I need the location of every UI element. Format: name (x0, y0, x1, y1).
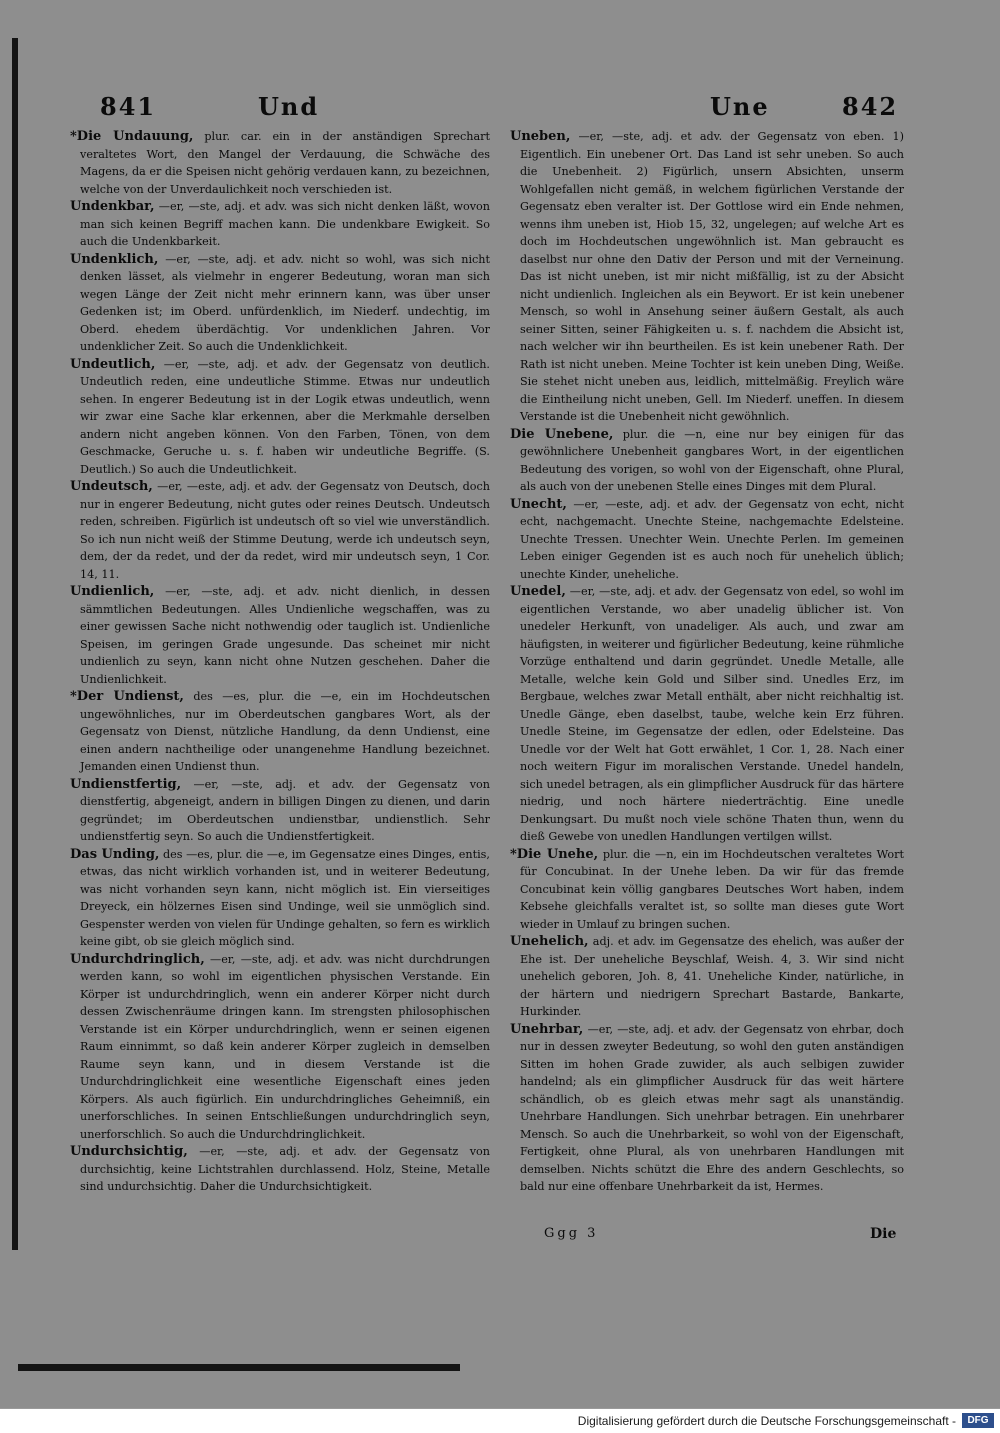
entry-text: —er, —ste, adj. et adv. was nicht durchdrungen werden kann, so wohl im eigentlichen physischen Verstande. Ein Körper ist undurchdringlich, wenn ein anderer Körper nicht durch dessen Zwischenräume dringen kann. Im strengsten philosophischen Verstande ist ein Körper undurchdringlich, wenn er seinen eigenen Raum einnimmt, so daß kein anderer Körper zugleich in demselben Raume seyn kann, und in diesem Verstande ist die Undurchdringlichkeit eine wesentliche Eigenschaft eines jeden Körpers. Als auch figürlich. Ein undurchdringliches Geheimniß, ein unerforschliches. In seinen Entschließungen undurchdringlich seyn, unerforschlich. So auch die Undurchdringlichkeit. (80, 952, 490, 1141)
entry-headword: Undienlich, (70, 584, 155, 599)
entry-text: —er, —este, adj. et adv. der Gegensatz von echt, nicht echt, nachgemacht. Unechte Steine, nachgemachte Edelsteine. Unechte Tressen. Unechter Wein. Unechte Perlen. Im gemeinen Leben einiger Gegenden ist es auch noch für unehelich üblich; unechte Kinder, uneheliche. (520, 497, 904, 581)
entry-text: —er, —ste, adj. et adv. der Gegensatz von deutlich. Undeutlich reden, eine undeutliche Stimme. Etwas nur undeutlich sehen. In engerer Bedeutung ist in der Logik etwas undeutlich, wenn wir zwar eine Sache klar erkennen, aber die Merkmahle derselben andern nicht angeben können. Von den Farben, Tönen, von dem Geschmacke, Geruche u. s. f. haben wir undeutliche Begriffe. (S. Deutlich.) So auch die Undeutlichkeit. (80, 357, 490, 476)
entry-headword: *Die Undauung, (70, 129, 194, 144)
entry-text: —er, —ste, adj. et adv. der Gegensatz von edel, so wohl im eigentlichen Verstande, wo aber unadelig üblicher ist. Von unedeler Herkunft, von unadeliger. Als auch, und zwar am häufigsten, in weiterer und figürlicher Bedeutung, keine rühmliche Vorzüge enthaltend und darin gegründet. Unedle Metalle, alle Metalle, welche kein Gold und Silber sind. Unedles Erz, im Bergbaue, welches zwar Metall enthält, aber nicht reichhaltig ist. Unedle Gänge, eben daselbst, taube, welche kein Erz führen. Unedle Steine, im Gegensatze der edlen, oder Edelsteine. Das Unedle vor der Welt hat Gott erwählet, 1 Cor. 1, 28. Nach einer noch weitern Figur im moralischen Verstande. Unedel handeln, sich unedel betragen, als ein glimpflicher Ausdruck für das härtere niedrig, und noch härtere niederträchtig. Eine unedle Denkungsart. Du mußt noch viele schöne Thaten thun, wenn du dieß Gewebe von unedlen Handlungen vertilgen willst. (520, 585, 904, 843)
page-number-left: 841 (100, 92, 157, 121)
dictionary-entry (510, 583, 904, 846)
entry-headword: Undenkbar, (70, 199, 155, 214)
dictionary-entry (70, 951, 490, 1144)
entry-text: —er, —ste, adj. et adv. nicht dienlich, in dessen sämmtlichen Bedeutungen. Alles Undienliche wegschaffen, was zu einer gewissen Sache nicht nothwendig oder tauglich ist. Undienliche Speisen, im geringen Grade ungesunde. Das scheinet mir nicht undienlich zu seyn, kann nicht ohne Nutzen geschehen. Daher die Undienlichkeit. (80, 585, 490, 686)
dictionary-entry (70, 776, 490, 846)
dictionary-entry (510, 496, 904, 584)
dictionary-entry (70, 356, 490, 479)
catchword: Die (870, 1226, 897, 1242)
dictionary-entry (510, 933, 904, 1021)
entry-headword: *Der Undienst, (70, 689, 184, 704)
footer-bar (0, 1408, 1000, 1433)
entry-headword: Unehelich, (510, 934, 589, 949)
dictionary-entry (70, 251, 490, 356)
dictionary-entry (510, 846, 904, 934)
entry-text: des —es, plur. die —e, im Gegensatze eines Dinges, entis, etwas, das nicht wirklich vorhanden ist, und in weiterer Bedeutung, was nicht vorhanden seyn kann, nicht möglich ist. Ein vierseitiges Dreyeck, ein hölzernes Eisen sind Undinge, weil sie unmöglich sind. Gespenster werden von vielen für Undinge gehalten, so fern es wirklich keine gibt, ob sie gleich möglich sind. (80, 847, 490, 948)
left-column (70, 128, 490, 1196)
entry-text: plur. die —n, eine nur bey einigen für das gewöhnlichere Unebenheit gangbares Wort, in der eigentlichen Bedeutung des vorigen, so wohl von der Eigenschaft, ohne Plural, als auch von der unebenen Stelle eines Dinges mit dem Plural. (520, 427, 904, 493)
entry-text: adj. et adv. im Gegensatze des ehelich, was außer der Ehe ist. Der uneheliche Beyschlaf, Weish. 4, 3. Wir sind nicht unehelich geboren, Joh. 8, 41. Uneheliche Kinder, natürliche, in der härtern und niedrigern Sprechart Bastarde, Bankarte, Hurkinder. (520, 935, 904, 1018)
right-column (510, 128, 904, 1196)
entry-headword: Unedel, (510, 584, 566, 599)
entry-text: plur. die —n, ein im Hochdeutschen veraltetes Wort für Concubinat. In der Unehe leben. Da wir für das fremde Concubinat kein völlig gangbares Deutsches Wort haben, indem Kebsehe gleichfalls veraltet ist, so sollte man dieses gute Wort wieder in Umlauf zu bringen suchen. (520, 847, 904, 931)
dictionary-entry (510, 128, 904, 426)
dictionary-entry (510, 426, 904, 496)
entry-text: des —es, plur. die —e, ein im Hochdeutschen ungewöhnliches, nur im Oberdeutschen gangbares Wort, als der Gegensatz von Dienst, nützliche Handlung, da denn Undienst, eine einen andern nachtheilige oder unangenehme Handlung bezeichnet. Jemanden einen Undienst thun. (80, 690, 491, 773)
entry-headword: Undurchsichtig, (70, 1144, 188, 1159)
entry-headword: Undeutsch, (70, 479, 153, 494)
dictionary-entry (70, 583, 490, 688)
entry-headword: Undienstfertig, (70, 776, 182, 792)
bottom-margin-bar (18, 1364, 460, 1371)
dfg-logo: DFG (962, 1413, 994, 1428)
entry-headword: Unecht, (510, 496, 567, 512)
entry-text: —er, —ste, adj. et adv. der Gegensatz von durchsichtig, keine Lichtstrahlen durchlassend. Holz, Steine, Metalle sind undurchsichtig. Daher die Undurchsichtigkeit. (80, 1145, 490, 1193)
dictionary-entry (70, 1143, 490, 1196)
entry-headword: Undeutlich, (70, 356, 156, 372)
dictionary-entry (70, 688, 490, 776)
entry-text: —er, —ste, adj. et adv. der Gegensatz von eben. 1) Eigentlich. Ein unebener Ort. Das Land ist sehr uneben. So auch die Unebenheit. 2) Figürlich, unsern Absichten, unserm Wohlgefallen nicht gemäß, in welchem figürlichen Verstande der Gegensatz eben veralter ist. Der Gottlose wird ein Ende nehmen, wenns ihm uneben ist, Hiob 15, 32, ungelegen; auf welche Art es doch im Hochdeutschen ungewöhnlich ist. Man gebraucht es daselbst nur ohne den Dativ der Person und mit der Verneinung. Das ist nicht uneben, ist mir nicht mißfällig, ist zu der Absicht nicht undienlich. Ingleichen als ein Beywort. Er ist kein unebener Mensch, so wohl in Ansehung seiner äußern Gestalt, als auch seiner Sitten, seiner Fähigkeiten u. s. f. nachdem die Absicht ist, nach welcher wir ihn beurtheilen. Es ist kein unebener Rath. Der Rath ist nicht uneben. Meine Tochter ist kein uneben Ding, Weiße. Sie stehet nicht uneben aus, leidlich, mittelmäßig. Freylich wäre die Eintheilung nicht uneben, Gell. Im Niederf. uneffen. In diesem Verstande ist die Unebenheit nicht gewöhnlich. (520, 130, 904, 423)
dictionary-entry (70, 198, 490, 251)
entry-text: —er, —ste, adj. et adv. der Gegensatz von dienstfertig, abgeneigt, andern in billigen Dingen zu dienen, und darin gegründet; im Oberdeutschen undienstbar, undienstlich. Sehr undienstfertig seyn. So auch die Undienstfertigkeit. (80, 777, 490, 843)
entry-text: —er, —ste, adj. et adv. der Gegensatz von ehrbar, doch nur in dessen zweyter Bedeutung, so wohl den guten anständigen Sitten im hohen Grade zuwider, als auch selbigen zuwider handelnd; als ein glimpflicher Ausdruck für das weit härtere schändlich, ob es gleich etwas mehr sagt als unanständig. Unehrbare Handlungen. Sich unehrbar betragen. Ein unehrbarer Mensch. So auch die Unehrbarkeit, so wohl von der Eigenschaft, Fertigkeit, ohne Plural, als von unehrbaren Handlungen mit demselben. Nichts schützt die Ehre des andern Geschlechts, so bald nur eine offenbare Unehrbarkeit da ist, Hermes. (520, 1022, 904, 1193)
page-number-right: 842 (842, 92, 899, 121)
dictionary-entry (70, 128, 490, 198)
entry-text: —er, —ste, adj. et adv. was sich nicht denken läßt, wovon man sich keinen Begriff machen kann. Die undenkbare Ewigkeit. So auch die Undenkbarkeit. (80, 200, 490, 248)
entry-headword: Die Unebene, (510, 426, 614, 442)
dictionary-entry (510, 1021, 904, 1196)
entry-headword: Unehrbar, (510, 1021, 584, 1037)
footer-credit: Digitalisierung gefördert durch die Deutsche Forschungsgemeinschaft - (577, 1414, 956, 1428)
entry-text: —er, —ste, adj. et adv. nicht so wohl, was sich nicht denken lässet, als vielmehr in engerer Bedeutung, woran man sich wegen Länge der Zeit nicht mehr erinnern kann, was über unser Gedenken ist; im Oberd. unfürdenklich, im Niederf. undechtig, im Oberd. ehedem überdächtig. Vor undenklichen Jahren. Vor undenklicher Zeit. So auch die Undenklichkeit. (80, 252, 490, 353)
running-head-right: Une (710, 92, 770, 121)
entry-text: plur. car. ein in der anständigen Sprechart veraltetes Wort, den Mangel der Verdauung, die Schwäche des Magens, da er die Speisen nicht gehörig verdauen kann, zu bezeichnen, welche von der Unverdaulichkeit noch verschieden ist. (80, 130, 490, 196)
entry-headword: *Die Unehe, (510, 846, 599, 862)
signature-mark: Ggg 3 (544, 1226, 599, 1241)
dictionary-entry (70, 846, 490, 951)
running-head-left: Und (258, 92, 320, 121)
entry-headword: Undurchdringlich, (70, 951, 205, 967)
left-margin-bar (12, 38, 18, 1250)
entry-headword: Undenklich, (70, 251, 159, 267)
entry-text: —er, —este, adj. et adv. der Gegensatz von Deutsch, doch nur in engerer Bedeutung, nicht gutes oder reines Deutsch. Undeutsch reden, schreiben. Figürlich ist undeutsch oft so viel wie unverständlich. So ich nun nicht weiß der Stimme Deutung, werde ich undeutsch seyn, dem, der da redet, und der da redet, wird mir undeutsch seyn, 1 Cor. 14, 11. (80, 480, 490, 581)
entry-headword: Das Unding, (70, 846, 160, 862)
entry-headword: Uneben, (510, 129, 571, 144)
dictionary-entry (70, 478, 490, 583)
